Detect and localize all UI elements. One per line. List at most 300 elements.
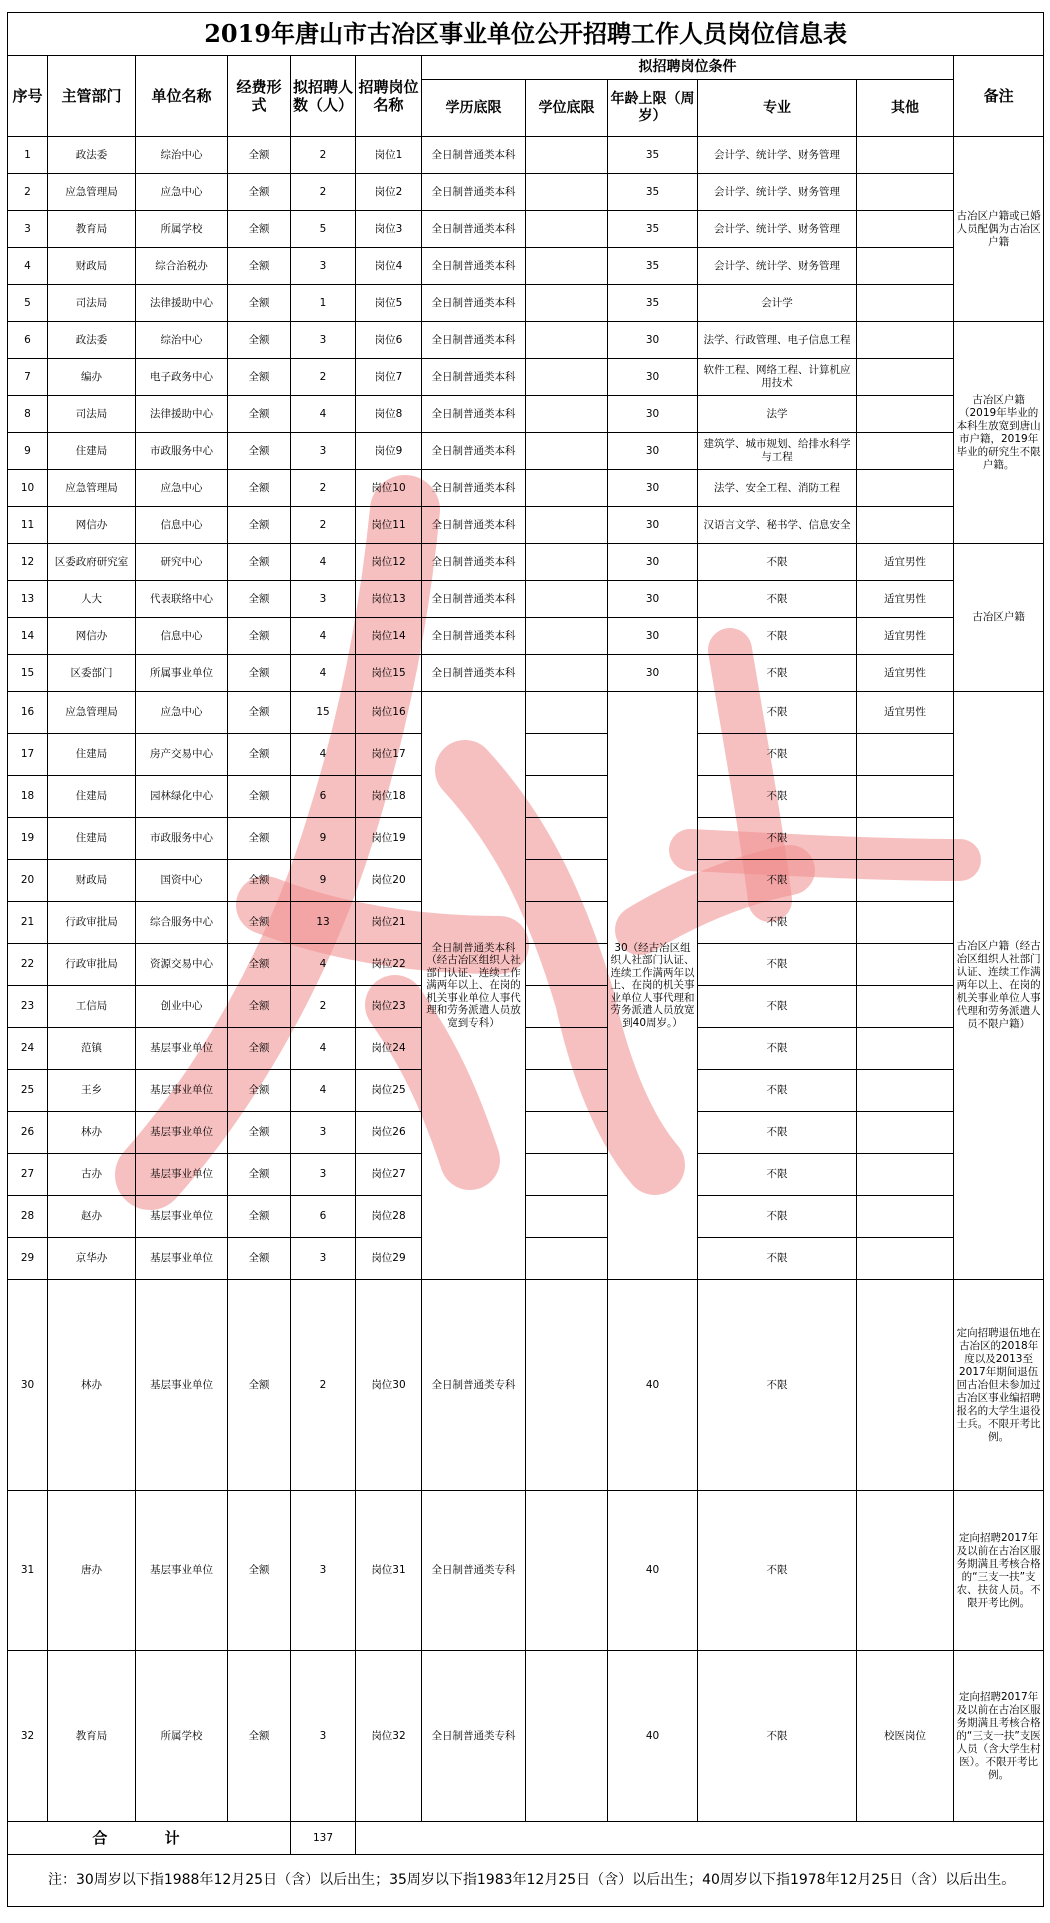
- cell-unit: 信息中心: [136, 507, 228, 544]
- cell-funding: 全额: [228, 1154, 291, 1196]
- cell-other: [857, 1112, 954, 1154]
- cell-dept: 应急管理局: [48, 174, 136, 211]
- cell-seq: 20: [8, 860, 48, 902]
- table-row: [8, 1154, 1044, 1196]
- table-row: [8, 1112, 1044, 1154]
- cell-major: 会计学、统计学、财务管理: [698, 248, 857, 285]
- cell-edu: 全日制普通类本科: [422, 137, 526, 174]
- table-row: [8, 655, 1044, 692]
- page-title: 2019年唐山市古冶区事业单位公开招聘工作人员岗位信息表: [8, 13, 1044, 56]
- cell-dept: 林办: [48, 1112, 136, 1154]
- cell-seq: 13: [8, 581, 48, 618]
- cell-funding: 全额: [228, 396, 291, 433]
- cell-edu: 全日制普通类本科: [422, 174, 526, 211]
- table-row: [8, 986, 1044, 1028]
- cell-age: 30: [608, 470, 698, 507]
- cell-remark-merged: 古冶区户籍或已婚人员配偶为古冶区户籍: [954, 137, 1044, 322]
- cell-count: 2: [291, 507, 356, 544]
- cell-degree: [526, 285, 608, 322]
- cell-funding: 全额: [228, 776, 291, 818]
- total-label: 合 计: [8, 1822, 291, 1855]
- cell-dept: 教育局: [48, 211, 136, 248]
- cell-other: 适宜男性: [857, 544, 954, 581]
- cell-other: [857, 1238, 954, 1280]
- cell-dept: 住建局: [48, 818, 136, 860]
- cell-seq: 3: [8, 211, 48, 248]
- cell-degree: [526, 776, 608, 818]
- cell-other: [857, 285, 954, 322]
- cell-major: 会计学、统计学、财务管理: [698, 137, 857, 174]
- cell-other: [857, 1280, 954, 1491]
- table-row: [8, 581, 1044, 618]
- table-row: [8, 470, 1044, 507]
- cell-funding: 全额: [228, 433, 291, 470]
- cell-other: [857, 902, 954, 944]
- cell-degree: [526, 1491, 608, 1651]
- table-row: [8, 1196, 1044, 1238]
- cell-unit: 园林绿化中心: [136, 776, 228, 818]
- cell-count: 5: [291, 211, 356, 248]
- cell-count: 2: [291, 470, 356, 507]
- cell-degree: [526, 470, 608, 507]
- cell-post: 岗位21: [356, 902, 422, 944]
- cell-edu: 全日制普通类本科: [422, 470, 526, 507]
- header-dept: 主管部门: [48, 56, 136, 137]
- cell-post: 岗位23: [356, 986, 422, 1028]
- cell-post: 岗位31: [356, 1491, 422, 1651]
- cell-count: 4: [291, 1070, 356, 1112]
- cell-edu: 全日制普通类本科: [422, 285, 526, 322]
- cell-degree: [526, 1196, 608, 1238]
- cell-other: [857, 986, 954, 1028]
- cell-dept: 王乡: [48, 1070, 136, 1112]
- cell-major: 不限: [698, 1070, 857, 1112]
- cell-major: 汉语言文学、秘书学、信息安全: [698, 507, 857, 544]
- header-count: 拟招聘人数（人）: [291, 56, 356, 137]
- cell-unit: 所属事业单位: [136, 655, 228, 692]
- cell-post: 岗位15: [356, 655, 422, 692]
- cell-major: 不限: [698, 986, 857, 1028]
- cell-age: 30: [608, 618, 698, 655]
- cell-age: 40: [608, 1651, 698, 1822]
- cell-age: 30: [608, 655, 698, 692]
- cell-other: 校医岗位: [857, 1651, 954, 1822]
- cell-major: 不限: [698, 1651, 857, 1822]
- cell-major: 不限: [698, 618, 857, 655]
- cell-seq: 7: [8, 359, 48, 396]
- header-conditions: 拟招聘岗位条件: [422, 56, 954, 80]
- cell-post: 岗位13: [356, 581, 422, 618]
- cell-dept: 唐办: [48, 1491, 136, 1651]
- table-row: [8, 692, 1044, 734]
- cell-funding: 全额: [228, 860, 291, 902]
- cell-post: 岗位6: [356, 322, 422, 359]
- cell-degree: [526, 1154, 608, 1196]
- table-body: [8, 137, 1044, 1907]
- cell-count: 4: [291, 1028, 356, 1070]
- cell-other: [857, 1028, 954, 1070]
- cell-unit: 基层事业单位: [136, 1028, 228, 1070]
- cell-seq: 31: [8, 1491, 48, 1651]
- cell-funding: 全额: [228, 986, 291, 1028]
- cell-dept: 赵办: [48, 1196, 136, 1238]
- cell-age: 35: [608, 174, 698, 211]
- cell-remark: 定向招聘退伍地在古冶区的2018年度以及2013至2017年期间退伍回古冶但未参加过古冶区事业编招聘报名的大学生退役士兵。不限开考比例。: [954, 1280, 1044, 1491]
- cell-degree: [526, 1070, 608, 1112]
- cell-dept: 京华办: [48, 1238, 136, 1280]
- cell-funding: 全额: [228, 1112, 291, 1154]
- cell-edu: 全日制普通类专科: [422, 1280, 526, 1491]
- cell-remark-merged: 古冶区户籍: [954, 544, 1044, 692]
- cell-funding: 全额: [228, 1196, 291, 1238]
- cell-unit: 综合治税办: [136, 248, 228, 285]
- cell-dept: 林办: [48, 1280, 136, 1491]
- header-major: 专业: [698, 80, 857, 137]
- cell-dept: 应急管理局: [48, 470, 136, 507]
- cell-major: 不限: [698, 902, 857, 944]
- header-remark: 备注: [954, 56, 1044, 137]
- recruitment-table-sheet: [7, 12, 1043, 1907]
- cell-funding: 全额: [228, 507, 291, 544]
- total-row: [8, 1822, 1044, 1855]
- header-post: 招聘岗位名称: [356, 56, 422, 137]
- cell-edu: 全日制普通类本科: [422, 211, 526, 248]
- cell-seq: 28: [8, 1196, 48, 1238]
- table-row: [8, 860, 1044, 902]
- cell-count: 3: [291, 1154, 356, 1196]
- cell-edu: 全日制普通类本科: [422, 581, 526, 618]
- cell-post: 岗位11: [356, 507, 422, 544]
- cell-seq: 30: [8, 1280, 48, 1491]
- cell-major: 法学: [698, 396, 857, 433]
- cell-funding: 全额: [228, 1028, 291, 1070]
- cell-age: 30: [608, 433, 698, 470]
- cell-count: 9: [291, 818, 356, 860]
- cell-unit: 电子政务中心: [136, 359, 228, 396]
- table-row: [8, 174, 1044, 211]
- cell-seq: 17: [8, 734, 48, 776]
- cell-post: 岗位5: [356, 285, 422, 322]
- total-empty: [356, 1822, 1044, 1855]
- cell-funding: 全额: [228, 618, 291, 655]
- cell-remark: 定向招聘2017年及以前在古冶区服务期满且考核合格的“三支一扶”支医人员（含大学生村医）。不限开考比例。: [954, 1651, 1044, 1822]
- cell-seq: 24: [8, 1028, 48, 1070]
- cell-dept: 住建局: [48, 734, 136, 776]
- note-row: [8, 1855, 1044, 1907]
- cell-seq: 22: [8, 944, 48, 986]
- cell-post: 岗位32: [356, 1651, 422, 1822]
- cell-post: 岗位24: [356, 1028, 422, 1070]
- cell-dept: 政法委: [48, 137, 136, 174]
- cell-degree: [526, 174, 608, 211]
- cell-post: 岗位16: [356, 692, 422, 734]
- cell-age: 30: [608, 396, 698, 433]
- cell-edu: 全日制普通类本科: [422, 544, 526, 581]
- cell-major: 法学、安全工程、消防工程: [698, 470, 857, 507]
- cell-degree: [526, 359, 608, 396]
- cell-seq: 29: [8, 1238, 48, 1280]
- cell-funding: 全额: [228, 1651, 291, 1822]
- cell-other: [857, 359, 954, 396]
- cell-post: 岗位25: [356, 1070, 422, 1112]
- cell-count: 4: [291, 618, 356, 655]
- cell-funding: 全额: [228, 818, 291, 860]
- cell-degree: [526, 1238, 608, 1280]
- cell-funding: 全额: [228, 544, 291, 581]
- cell-other: [857, 818, 954, 860]
- cell-funding: 全额: [228, 581, 291, 618]
- cell-seq: 27: [8, 1154, 48, 1196]
- cell-seq: 32: [8, 1651, 48, 1822]
- cell-count: 13: [291, 902, 356, 944]
- cell-count: 6: [291, 776, 356, 818]
- cell-count: 1: [291, 285, 356, 322]
- table-row: [8, 248, 1044, 285]
- cell-post: 岗位8: [356, 396, 422, 433]
- cell-funding: 全额: [228, 285, 291, 322]
- cell-count: 3: [291, 322, 356, 359]
- cell-major: 法学、行政管理、电子信息工程: [698, 322, 857, 359]
- cell-unit: 研究中心: [136, 544, 228, 581]
- cell-post: 岗位26: [356, 1112, 422, 1154]
- cell-age: 30: [608, 544, 698, 581]
- cell-major: 不限: [698, 860, 857, 902]
- header-degree: 学位底限: [526, 80, 608, 137]
- cell-unit: 市政服务中心: [136, 818, 228, 860]
- recruitment-table: [7, 12, 1044, 1907]
- cell-funding: 全额: [228, 734, 291, 776]
- cell-edu: 全日制普通类本科: [422, 433, 526, 470]
- cell-unit: 信息中心: [136, 618, 228, 655]
- cell-count: 4: [291, 544, 356, 581]
- cell-degree: [526, 396, 608, 433]
- cell-age: 35: [608, 285, 698, 322]
- cell-post: 岗位22: [356, 944, 422, 986]
- cell-degree: [526, 692, 608, 734]
- cell-degree: [526, 734, 608, 776]
- cell-unit: 所属学校: [136, 1651, 228, 1822]
- cell-unit: 应急中心: [136, 470, 228, 507]
- cell-seq: 10: [8, 470, 48, 507]
- cell-other: [857, 776, 954, 818]
- cell-count: 4: [291, 396, 356, 433]
- cell-seq: 18: [8, 776, 48, 818]
- table-row: [8, 776, 1044, 818]
- cell-major: 软件工程、网络工程、计算机应用技术: [698, 359, 857, 396]
- cell-unit: 综治中心: [136, 137, 228, 174]
- cell-dept: 司法局: [48, 285, 136, 322]
- cell-funding: 全额: [228, 174, 291, 211]
- cell-major: 不限: [698, 776, 857, 818]
- cell-funding: 全额: [228, 1491, 291, 1651]
- cell-count: 2: [291, 174, 356, 211]
- cell-degree: [526, 986, 608, 1028]
- cell-other: [857, 507, 954, 544]
- cell-post: 岗位2: [356, 174, 422, 211]
- cell-count: 4: [291, 944, 356, 986]
- cell-major: 不限: [698, 1154, 857, 1196]
- cell-edu: 全日制普通类本科: [422, 507, 526, 544]
- cell-age: 30: [608, 322, 698, 359]
- table-row: [8, 902, 1044, 944]
- cell-degree: [526, 655, 608, 692]
- footnote: 注：30周岁以下指1988年12月25日（含）以后出生；35周岁以下指1983年12月25日（含）以后出生；40周岁以下指1978年12月25日（含）以后出生。: [8, 1855, 1044, 1907]
- cell-dept: 人大: [48, 581, 136, 618]
- cell-post: 岗位20: [356, 860, 422, 902]
- cell-dept: 范镇: [48, 1028, 136, 1070]
- cell-degree: [526, 1028, 608, 1070]
- table-row: [8, 818, 1044, 860]
- cell-age: 35: [608, 248, 698, 285]
- cell-funding: 全额: [228, 211, 291, 248]
- cell-unit: 市政服务中心: [136, 433, 228, 470]
- cell-seq: 19: [8, 818, 48, 860]
- cell-count: 3: [291, 433, 356, 470]
- cell-dept: 财政局: [48, 860, 136, 902]
- header-funding: 经费形式: [228, 56, 291, 137]
- cell-other: [857, 211, 954, 248]
- cell-degree: [526, 944, 608, 986]
- cell-major: 不限: [698, 581, 857, 618]
- cell-other: 适宜男性: [857, 692, 954, 734]
- header-other: 其他: [857, 80, 954, 137]
- cell-unit: 代表联络中心: [136, 581, 228, 618]
- cell-dept: 工信局: [48, 986, 136, 1028]
- cell-degree: [526, 544, 608, 581]
- cell-post: 岗位3: [356, 211, 422, 248]
- cell-seq: 1: [8, 137, 48, 174]
- cell-dept: 教育局: [48, 1651, 136, 1822]
- cell-unit: 综治中心: [136, 322, 228, 359]
- cell-post: 岗位17: [356, 734, 422, 776]
- cell-other: [857, 396, 954, 433]
- cell-seq: 2: [8, 174, 48, 211]
- table-row: [8, 734, 1044, 776]
- table-row: [8, 1651, 1044, 1822]
- cell-count: 3: [291, 1112, 356, 1154]
- cell-major: 会计学: [698, 285, 857, 322]
- cell-seq: 6: [8, 322, 48, 359]
- cell-edu: 全日制普通类本科: [422, 655, 526, 692]
- cell-degree: [526, 902, 608, 944]
- cell-age: 40: [608, 1491, 698, 1651]
- cell-funding: 全额: [228, 692, 291, 734]
- cell-other: [857, 248, 954, 285]
- cell-funding: 全额: [228, 359, 291, 396]
- cell-degree: [526, 248, 608, 285]
- cell-degree: [526, 137, 608, 174]
- cell-funding: 全额: [228, 470, 291, 507]
- cell-seq: 8: [8, 396, 48, 433]
- table-row: [8, 944, 1044, 986]
- cell-other: [857, 860, 954, 902]
- cell-age: 35: [608, 211, 698, 248]
- cell-age: 30: [608, 581, 698, 618]
- cell-seq: 4: [8, 248, 48, 285]
- cell-major: 建筑学、城市规划、给排水科学与工程: [698, 433, 857, 470]
- cell-edu: 全日制普通类本科: [422, 359, 526, 396]
- cell-unit: 资源交易中心: [136, 944, 228, 986]
- cell-post: 岗位7: [356, 359, 422, 396]
- header-age: 年龄上限（周岁）: [608, 80, 698, 137]
- cell-degree: [526, 618, 608, 655]
- table-row: [8, 1491, 1044, 1651]
- cell-other: [857, 734, 954, 776]
- cell-other: [857, 1154, 954, 1196]
- cell-unit: 基层事业单位: [136, 1196, 228, 1238]
- cell-other: 适宜男性: [857, 581, 954, 618]
- cell-seq: 14: [8, 618, 48, 655]
- cell-count: 2: [291, 359, 356, 396]
- table-row: [8, 1280, 1044, 1491]
- cell-count: 2: [291, 986, 356, 1028]
- cell-degree: [526, 860, 608, 902]
- header-seq: 序号: [8, 56, 48, 137]
- cell-post: 岗位18: [356, 776, 422, 818]
- cell-other: [857, 470, 954, 507]
- table-row: [8, 1028, 1044, 1070]
- cell-seq: 9: [8, 433, 48, 470]
- cell-post: 岗位12: [356, 544, 422, 581]
- cell-unit: 所属学校: [136, 211, 228, 248]
- cell-major: 不限: [698, 818, 857, 860]
- cell-count: 4: [291, 655, 356, 692]
- cell-post: 岗位19: [356, 818, 422, 860]
- cell-degree: [526, 1112, 608, 1154]
- cell-seq: 5: [8, 285, 48, 322]
- cell-edu: 全日制普通类本科: [422, 322, 526, 359]
- cell-dept: 古办: [48, 1154, 136, 1196]
- cell-edu: 全日制普通类本科: [422, 618, 526, 655]
- cell-seq: 12: [8, 544, 48, 581]
- cell-funding: 全额: [228, 655, 291, 692]
- table-row: [8, 359, 1044, 396]
- header-edu: 学历底限: [422, 80, 526, 137]
- cell-unit: 综合服务中心: [136, 902, 228, 944]
- table-row: [8, 1238, 1044, 1280]
- cell-other: 适宜男性: [857, 618, 954, 655]
- cell-funding: 全额: [228, 248, 291, 285]
- cell-dept: 区委政府研究室: [48, 544, 136, 581]
- cell-count: 3: [291, 581, 356, 618]
- table-row: [8, 544, 1044, 581]
- cell-funding: 全额: [228, 1280, 291, 1491]
- cell-unit: 法律援助中心: [136, 285, 228, 322]
- cell-count: 2: [291, 1280, 356, 1491]
- cell-post: 岗位10: [356, 470, 422, 507]
- cell-seq: 21: [8, 902, 48, 944]
- cell-unit: 基层事业单位: [136, 1112, 228, 1154]
- cell-unit: 基层事业单位: [136, 1280, 228, 1491]
- cell-degree: [526, 1651, 608, 1822]
- table-row: [8, 433, 1044, 470]
- cell-unit: 国资中心: [136, 860, 228, 902]
- cell-age: 40: [608, 1280, 698, 1491]
- cell-seq: 11: [8, 507, 48, 544]
- cell-dept: 住建局: [48, 776, 136, 818]
- cell-major: 不限: [698, 1238, 857, 1280]
- cell-edu: 全日制普通类本科: [422, 248, 526, 285]
- cell-unit: 应急中心: [136, 174, 228, 211]
- cell-degree: [526, 322, 608, 359]
- cell-degree: [526, 211, 608, 248]
- table-row: [8, 618, 1044, 655]
- table-row: [8, 285, 1044, 322]
- cell-unit: 基层事业单位: [136, 1154, 228, 1196]
- cell-dept: 网信办: [48, 618, 136, 655]
- cell-major: 会计学、统计学、财务管理: [698, 174, 857, 211]
- cell-seq: 15: [8, 655, 48, 692]
